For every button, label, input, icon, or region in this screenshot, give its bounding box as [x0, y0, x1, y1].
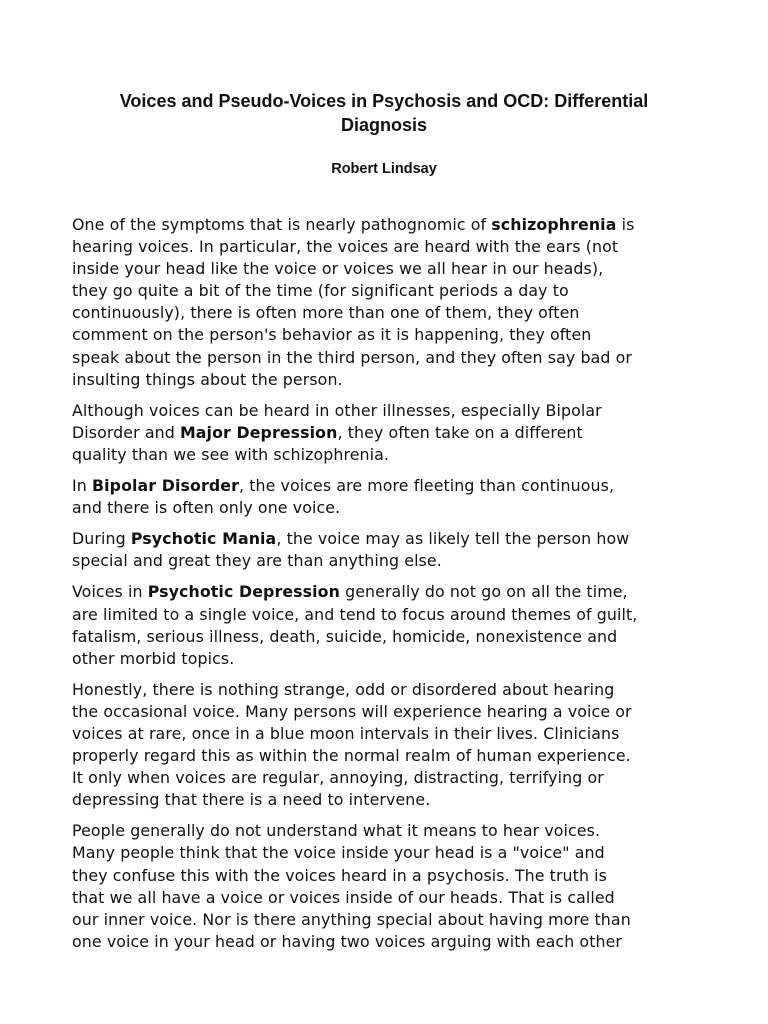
text-line: It only when voices are regular, annoying, distracting, terrifying or — [72, 768, 604, 788]
text-line: Many people think that the voice inside your head is a "voice" and — [72, 843, 605, 863]
author-name: Robert Lindsay — [331, 161, 437, 177]
paragraph — [72, 400, 706, 466]
text-line: properly regard this as within the normal realm of human experience. — [72, 746, 631, 766]
paragraph — [72, 679, 706, 812]
paragraph — [72, 475, 706, 519]
text-run: is — [616, 215, 635, 234]
text-line: inside your head like the voice or voices we all hear in our heads), — [72, 259, 604, 279]
text-run: In — [72, 476, 92, 496]
text-line: they confuse this with the voices heard in a psychosis. The truth is — [72, 865, 607, 885]
text-run: , the voice may as likely tell the person how — [276, 529, 630, 549]
text-line: special and great they are than anything else. — [72, 551, 442, 571]
paragraph — [72, 820, 706, 953]
text-line: are limited to a single voice, and tend to focus around themes of guilt, — [72, 604, 638, 624]
text-line — [72, 528, 706, 550]
text-line: depressing that there is a need to intervene. — [72, 790, 431, 810]
text-line: insulting things about the person. — [72, 369, 343, 389]
text-line — [72, 475, 706, 497]
text-line: fatalism, serious illness, death, suicide, homicide, nonexistence and — [72, 626, 618, 646]
document-title — [60, 89, 708, 137]
text-line: comment on the person's behavior as it is happening, they often — [72, 325, 592, 345]
text-line: the occasional voice. Many persons will experience hearing a voice or — [72, 701, 632, 721]
text-line: People generally do not understand what it means to hear voices. — [72, 821, 601, 841]
text-line: and there is often only one voice. — [72, 498, 341, 518]
text-line — [72, 581, 706, 603]
text-line: that we all have a voice or voices inside of our heads. That is called — [72, 887, 615, 907]
text-line: Honestly, there is nothing strange, odd or disordered about hearing — [72, 679, 615, 699]
text-line: they go quite a bit of the time (for significant periods a day to — [72, 281, 569, 301]
text-run: Disorder and — [72, 422, 180, 442]
text-line — [72, 214, 706, 236]
bold-term: Major Depression — [179, 422, 338, 442]
text-run: , the voices are more fleeting than continuous, — [238, 476, 615, 496]
paragraph — [72, 581, 706, 669]
text-run: , they often take on a different — [337, 422, 583, 442]
text-line: continuously), there is often more than one of them, they often — [72, 303, 580, 323]
bold-term: schizophrenia — [491, 215, 617, 234]
text-line: hearing voices. In particular, the voices are heard with the ears (not — [72, 237, 619, 257]
bold-term: Psychotic Mania — [130, 529, 277, 549]
text-run: During — [72, 529, 131, 549]
text-run: One of the symptoms that is nearly pathognomic of — [72, 215, 492, 234]
text-run: generally do not go on all the time, — [339, 582, 628, 602]
paragraph — [72, 528, 706, 572]
bold-term: Psychotic Depression — [147, 582, 340, 602]
text-line: Although voices can be heard in other illnesses, especially Bipolar — [72, 400, 602, 420]
paragraph — [72, 214, 706, 391]
title-line: Voices and Pseudo-Voices in Psychosis and OCD: Differential — [119, 91, 649, 111]
text-line: other morbid topics. — [72, 648, 235, 668]
title-line: Diagnosis — [340, 115, 428, 135]
bold-term: Bipolar Disorder — [92, 476, 239, 496]
text-line: one voice in your head or having two voices arguing with each other — [72, 931, 623, 951]
text-run: Voices in — [72, 582, 148, 602]
text-line: our inner voice. Nor is there anything special about having more than — [72, 909, 631, 929]
document-body — [72, 214, 706, 962]
text-line: quality than we see with schizophrenia. — [72, 444, 390, 464]
text-line: speak about the person in the third person, and they often say bad or — [72, 347, 632, 367]
text-line — [72, 422, 706, 444]
text-line: voices at rare, once in a blue moon intervals in their lives. Clinicians — [72, 723, 620, 743]
